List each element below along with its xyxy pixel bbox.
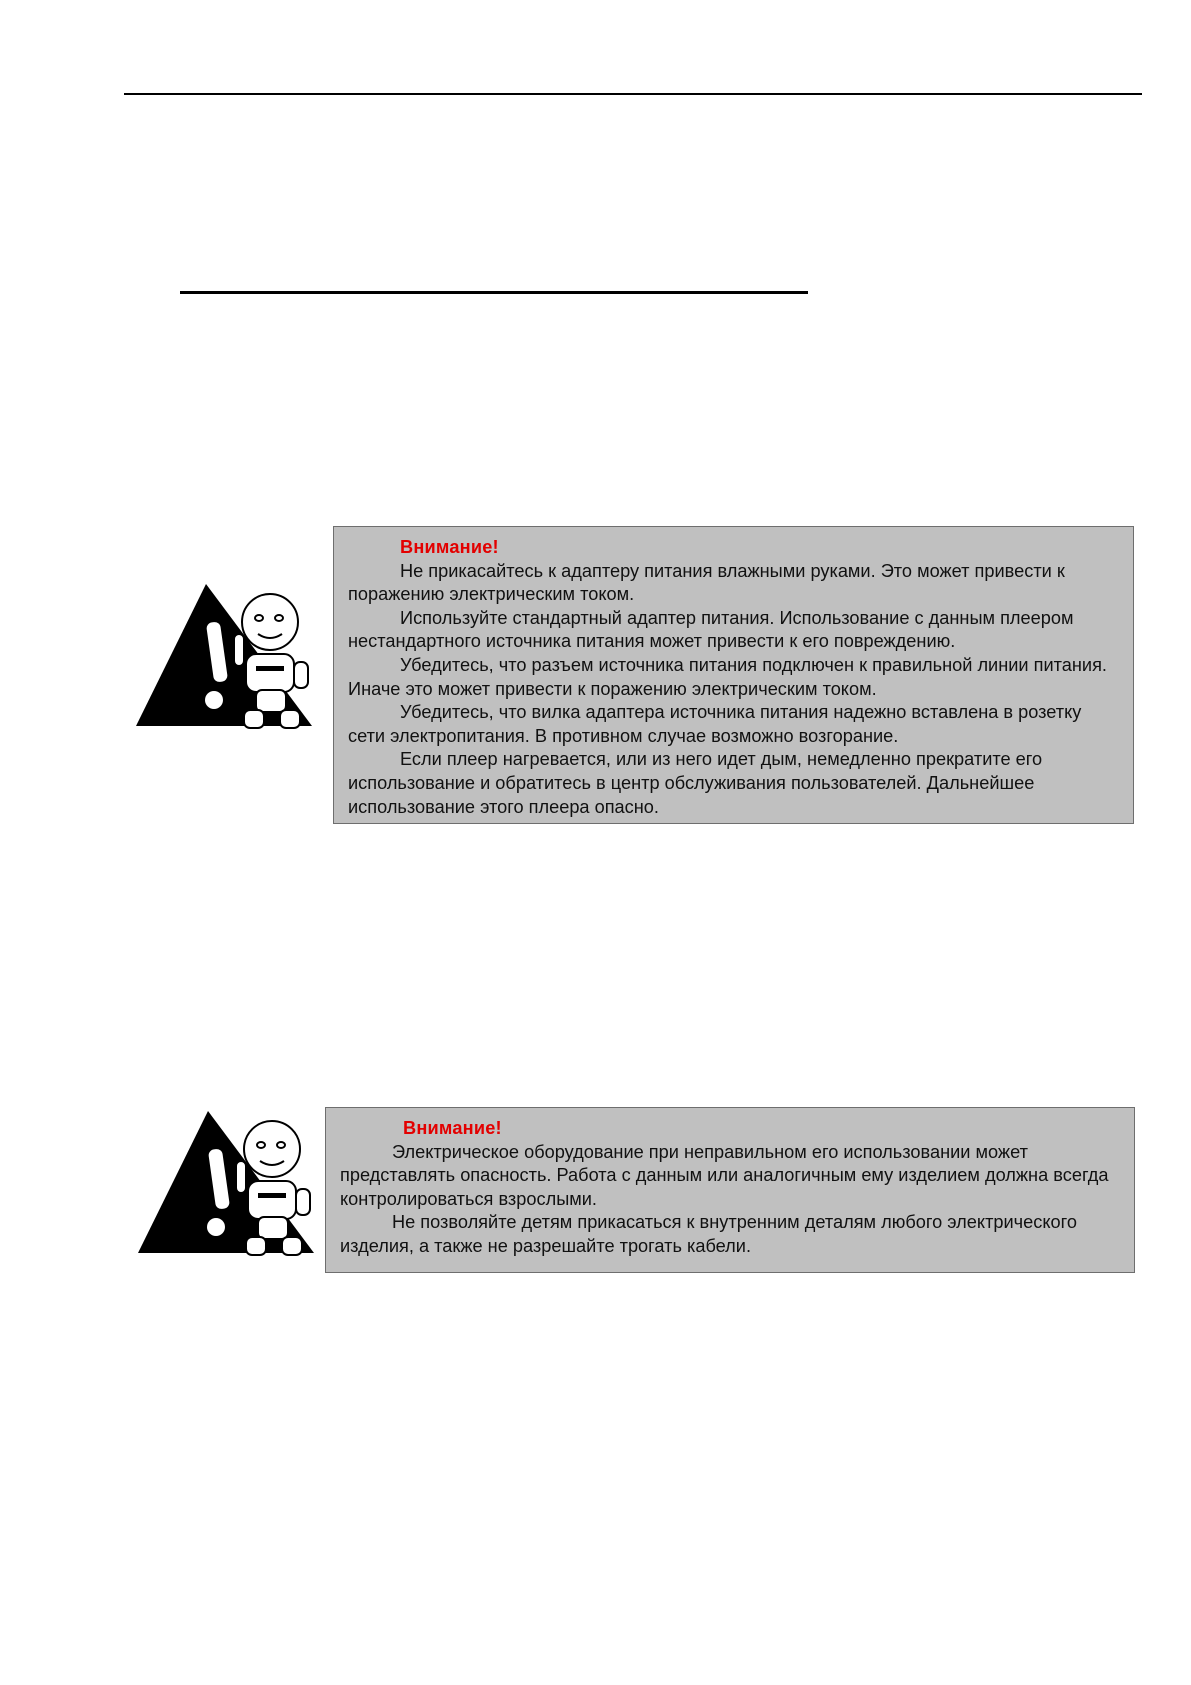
warning-paragraph: Не позволяйте детям прикасаться к внутренним деталям любого электрического изделия, а также не разрешайте трогать кабели. <box>340 1212 1077 1256</box>
warning-paragraph: Если плеер нагревается, или из него идет дым, немедленно прекратите его использование и обратитесь в центр обслуживания пользователей. Дальнейшее использование этого плеера опасно. <box>348 749 1043 817</box>
warning-paragraph: Используйте стандартный адаптер питания. Использование с данным плеером нестандартного источника питания может привести к его повреждению. <box>348 607 1074 652</box>
warning-robot-icon <box>134 578 314 734</box>
warning-robot-icon <box>136 1105 316 1261</box>
warning-title: Внимание! <box>403 1118 502 1138</box>
warning-box <box>325 1107 1135 1273</box>
warning-box <box>333 526 1134 824</box>
warning-paragraph: Убедитесь, что вилка адаптера источника питания надежно вставлена в розетку сети электропитания. В противном случае возможно возгорание. <box>348 702 1082 746</box>
warning-title: Внимание! <box>400 537 499 557</box>
header-rule <box>124 93 1142 95</box>
warning-paragraph: Убедитесь, что разъем источника питания подключен к правильной линии питания. Иначе это может привести к поражению электрическим током. <box>348 654 1107 699</box>
section-rule <box>180 291 808 294</box>
warning-paragraph: Не прикасайтесь к адаптеру питания влажными руками. Это может привести к поражению электрическим током. <box>348 560 1065 605</box>
warning-paragraph: Электрическое оборудование при неправильном его использовании может представлять опасность. Работа с данным или аналогичным ему изделием должна всегда контролироваться взрослыми. <box>340 1141 1109 1209</box>
